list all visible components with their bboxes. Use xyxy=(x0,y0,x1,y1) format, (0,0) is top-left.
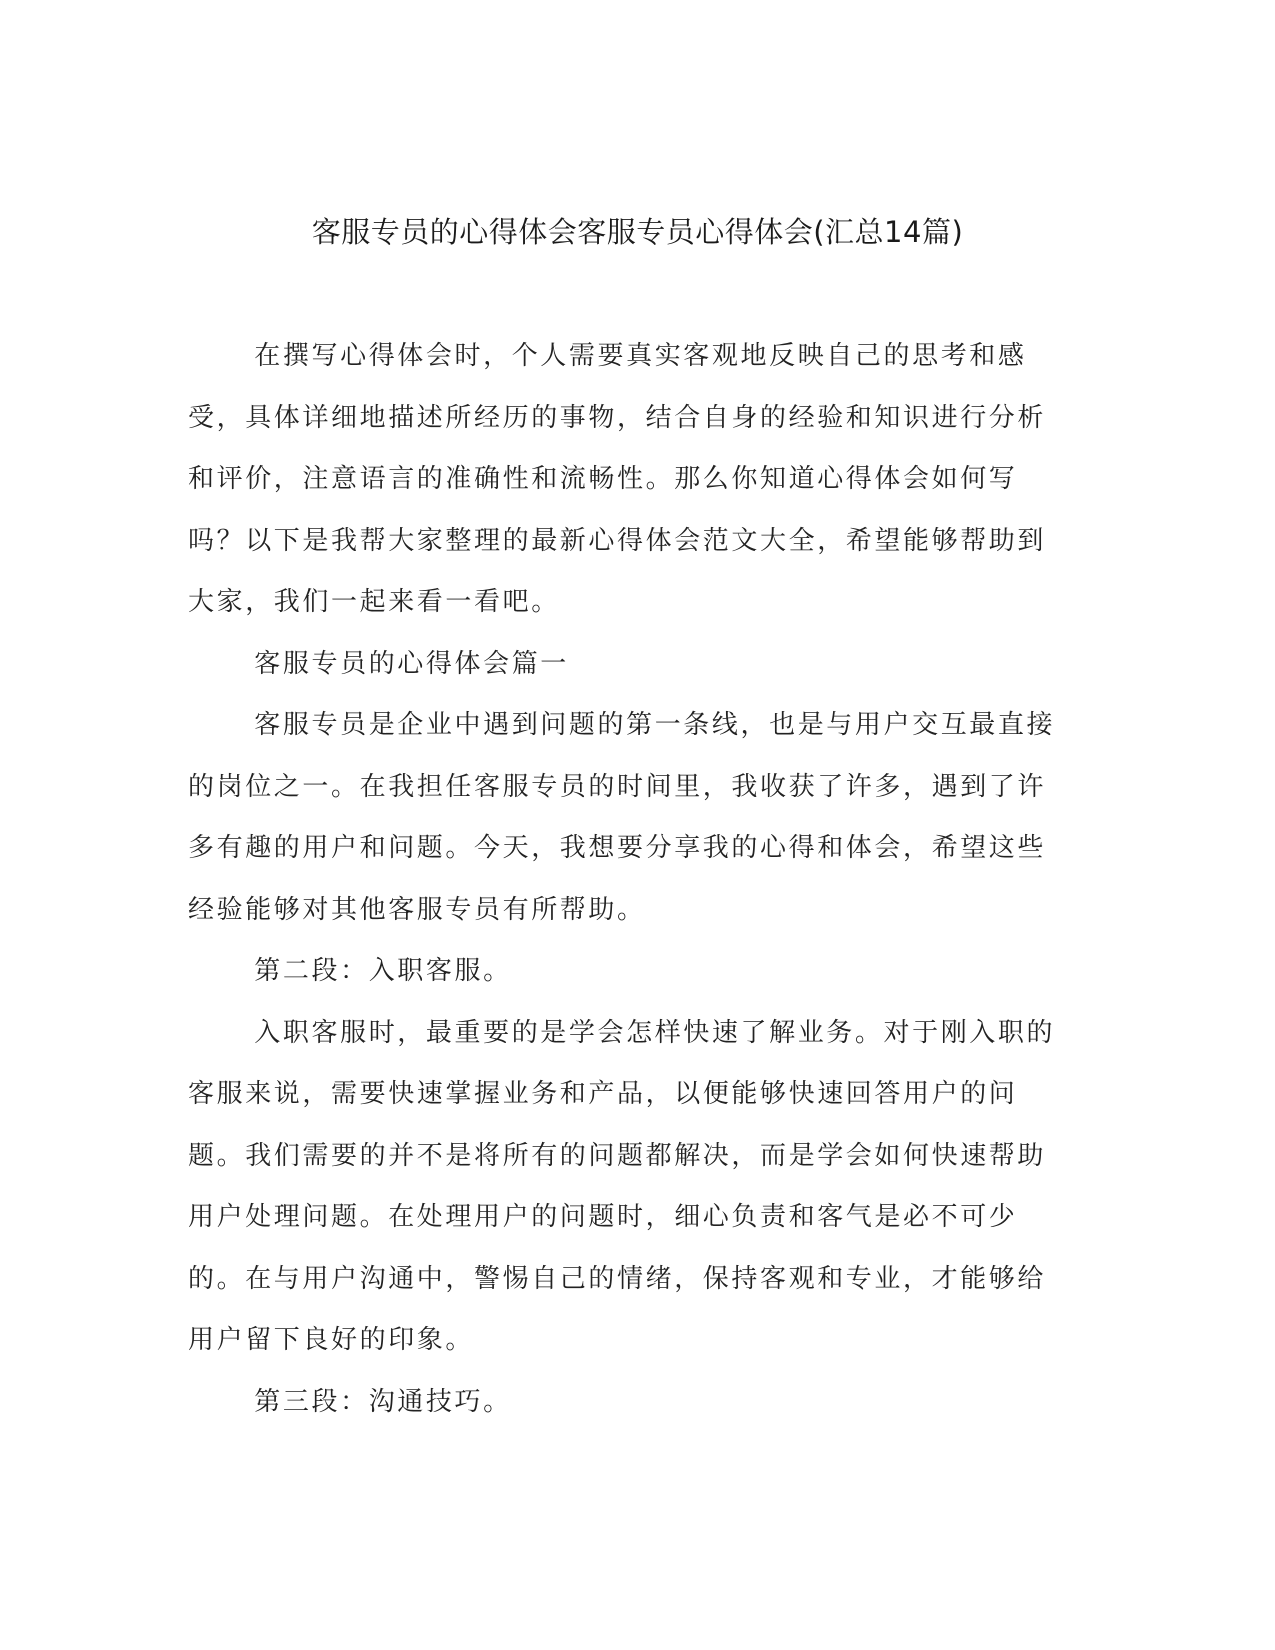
section-heading-part-one: 客服专员的心得体会篇一 xyxy=(254,648,569,679)
document-title: 客服专员的心得体会客服专员心得体会(汇总14篇) xyxy=(311,215,964,249)
section-heading-third: 第三段：沟通技巧。 xyxy=(254,1386,512,1417)
document-body xyxy=(188,326,1068,1433)
body-paragraph: 入职客服时，最重要的是学会怎样快速了解业务。对于刚入职的客服来说，需要快速掌握业务和产品，以便能够快速回答用户的问题。我们需要的并不是将所有的问题都解决，而是学会如何快速帮助用户处理问题。在处理用户的问题时，细心负责和客气是必不可少的。在与用户沟通中，警惕自己的情绪，保持客观和专业，才能够给用户留下良好的印象。 xyxy=(188,1017,1056,1355)
body-paragraph: 客服专员是企业中遇到问题的第一条线，也是与用户交互最直接的岗位之一。在我担任客服专员的时间里，我收获了许多，遇到了许多有趣的用户和问题。今天，我想要分享我的心得和体会，希望这些经验能够对其他客服专员有所帮助。 xyxy=(188,710,1056,925)
section-heading-second: 第二段：入职客服。 xyxy=(254,956,512,986)
intro-paragraph: 在撰写心得体会时，个人需要真实客观地反映自己的思考和感受，具体详细地描述所经历的事物，结合自身的经验和知识进行分析和评价，注意语言的准确性和流畅性。那么你知道心得体会如何写吗？以下是我帮大家整理的最新心得体会范文大全，希望能够帮助到大家，我们一起来看一看吧。 xyxy=(188,341,1047,617)
